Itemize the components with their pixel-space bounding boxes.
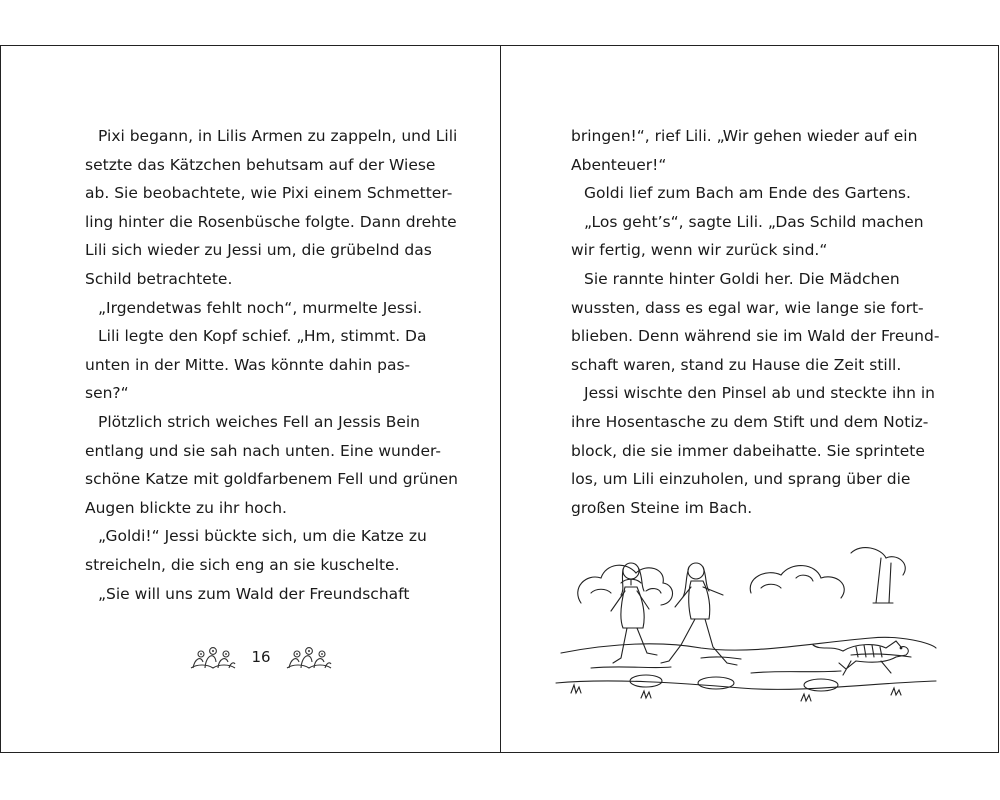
text-line: blieben. Denn während sie im Wald der Freund-	[571, 327, 940, 346]
text-line: schöne Katze mit goldfarbenem Fell und grünen	[85, 470, 458, 489]
text-line: bringen!“, rief Lili. „Wir gehen wieder auf ein	[571, 127, 918, 145]
text-line: Augen blickte zu ihr hoch.	[85, 498, 287, 517]
page-number: 16	[251, 648, 271, 666]
text-line: Jessi wischte den Pinsel ab und steckte ihn in	[584, 384, 935, 403]
text-line: unten in der Mitte. Was könnte dahin pas-	[85, 355, 411, 374]
right-page	[501, 46, 999, 752]
animal-family-ornament-icon	[285, 644, 333, 670]
girls-running-with-cat-illustration	[551, 533, 941, 708]
book-spread	[0, 45, 999, 753]
text-line: „Goldi!“ Jessi bückte sich, um die Katze zu	[98, 527, 427, 546]
page-folio	[181, 642, 341, 672]
text-line: entlang und sie sah nach unten. Eine wunder-	[85, 441, 442, 460]
text-line: Schild betrachtete.	[85, 269, 233, 288]
text-line: sen?“	[85, 384, 129, 403]
text-line: block, die sie immer dabeihatte. Sie sprintete	[571, 441, 925, 460]
left-page	[1, 46, 500, 752]
text-line: ab. Sie beobachtete, wie Pixi einem Schmetter-	[85, 184, 453, 203]
text-line: wussten, dass es egal war, wie lange sie fort-	[571, 298, 924, 317]
text-line: großen Steine im Bach.	[571, 498, 753, 517]
text-line: Goldi lief zum Bach am Ende des Gartens.	[584, 184, 911, 203]
text-line: ling hinter die Rosenbüsche folgte. Dann drehte	[85, 212, 457, 231]
text-line: „Sie will uns zum Wald der Freundschaft	[98, 584, 410, 603]
text-line: Abenteuer!“	[571, 155, 667, 174]
text-line: los, um Lili einzuholen, und sprang über die	[571, 470, 911, 489]
right-page-text	[571, 122, 939, 522]
text-line: „Irgendetwas fehlt noch“, murmelte Jessi.	[98, 298, 423, 317]
text-line: ihre Hosentasche zu dem Stift und dem Notiz-	[571, 412, 929, 431]
text-line: schaft waren, stand zu Hause die Zeit still.	[571, 355, 902, 374]
text-line: Pixi begann, in Lilis Armen zu zappeln, und Lili	[98, 127, 458, 145]
text-line: Plötzlich strich weiches Fell an Jessis Bein	[98, 412, 421, 431]
text-line: streicheln, die sich eng an sie kuschelte.	[85, 555, 400, 574]
text-line: wir fertig, wenn wir zurück sind.“	[571, 241, 828, 260]
text-line: Lili legte den Kopf schief. „Hm, stimmt. Da	[98, 327, 427, 346]
animal-family-ornament-icon	[189, 644, 237, 670]
text-line: „Los geht’s“, sagte Lili. „Das Schild machen	[584, 212, 924, 231]
text-line: Sie rannte hinter Goldi her. Die Mädchen	[584, 269, 900, 288]
text-line: Lili sich wieder zu Jessi um, die grübelnd das	[85, 241, 432, 260]
text-line: setzte das Kätzchen behutsam auf der Wiese	[85, 155, 436, 174]
left-page-text	[85, 122, 458, 608]
